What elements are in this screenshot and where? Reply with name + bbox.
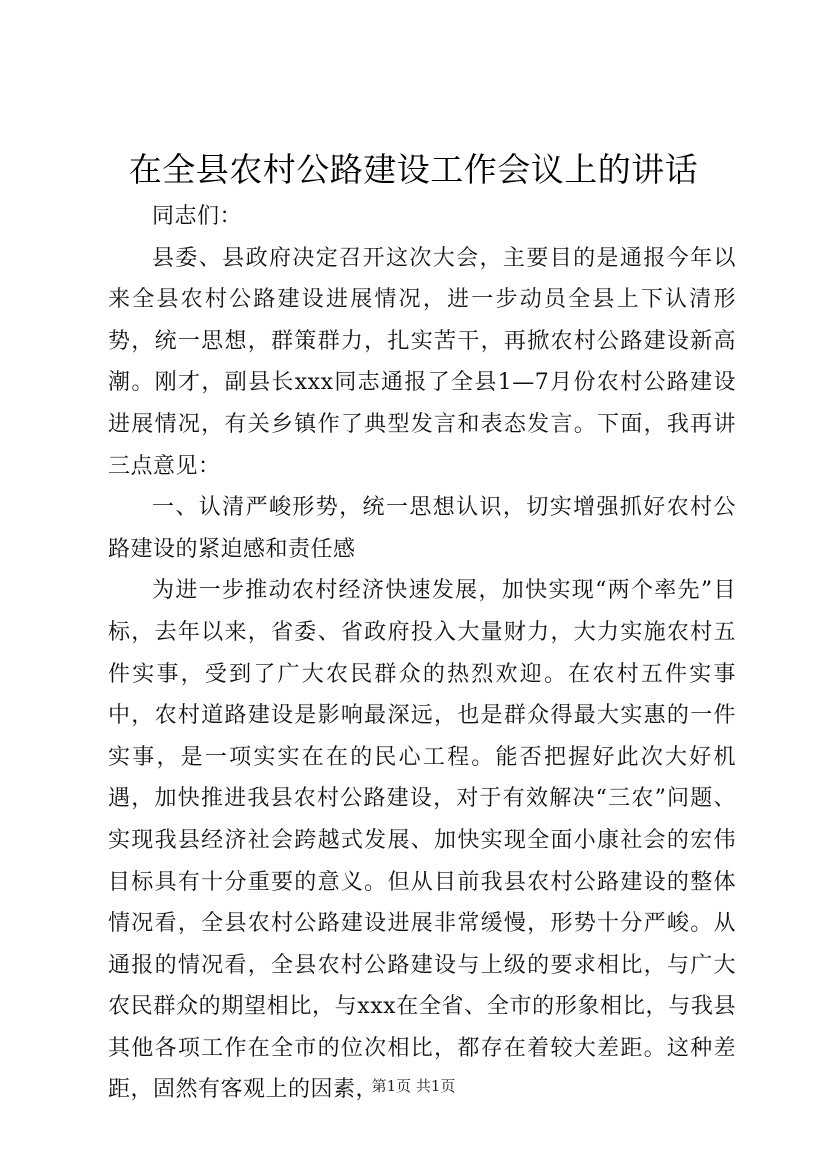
intro-paragraph: 县委、县政府决定召开这次大会，主要目的是通报今年以来全县农村公路建设进展情况，进一步动员全县上下认清形势，统一思想，群策群力，扎实苦干，再掀农村公路建设新高潮。刚才，副县长xxx同志通报了全县1—7月份农村公路建设进展情况，有关乡镇作了典型发言和表态发言。下面，我再讲三点意见： [108, 245, 736, 479]
salutation-paragraph: 同志们： [152, 204, 243, 229]
page-footer: 第1页 共1页 [371, 1077, 456, 1095]
document-title: 在全县农村公路建设工作会议上的讲话 [128, 150, 699, 189]
section-heading-paragraph: 一、认清严峻形势，统一思想认识，切实增强抓好农村公路建设的紧迫感和责任感 [108, 495, 736, 562]
document-body [108, 196, 736, 1111]
body-paragraph: 为进一步推动农村经济快速发展，加快实现“两个率先”目标，去年以来，省委、省政府投入大量财力，大力实施农村五件实事，受到了广大农民群众的热烈欢迎。在农村五件实事中，农村道路建设是影响最深远，也是群众得最大实惠的一件实事，是一项实实在在的民心工程。能否把握好此次大好机遇，加快推进我县农村公路建设，对于有效解决“三农”问题、实现我县经济社会跨越式发展、加快实现全面小康社会的宏伟目标具有十分重要的意义。但从目前我县农村公路建设的整体情况看，全县农村公路建设进展非常缓慢，形势十分严峻。从通报的情况看，全县农村公路建设与上级的要求相比，与广大农民群众的期望相比，与xxx在全省、全市的形象相比，与我县其他各项工作在全市的位次相比，都存在着较大差距。这种差距，固然有客观上的因素， [108, 578, 736, 1103]
